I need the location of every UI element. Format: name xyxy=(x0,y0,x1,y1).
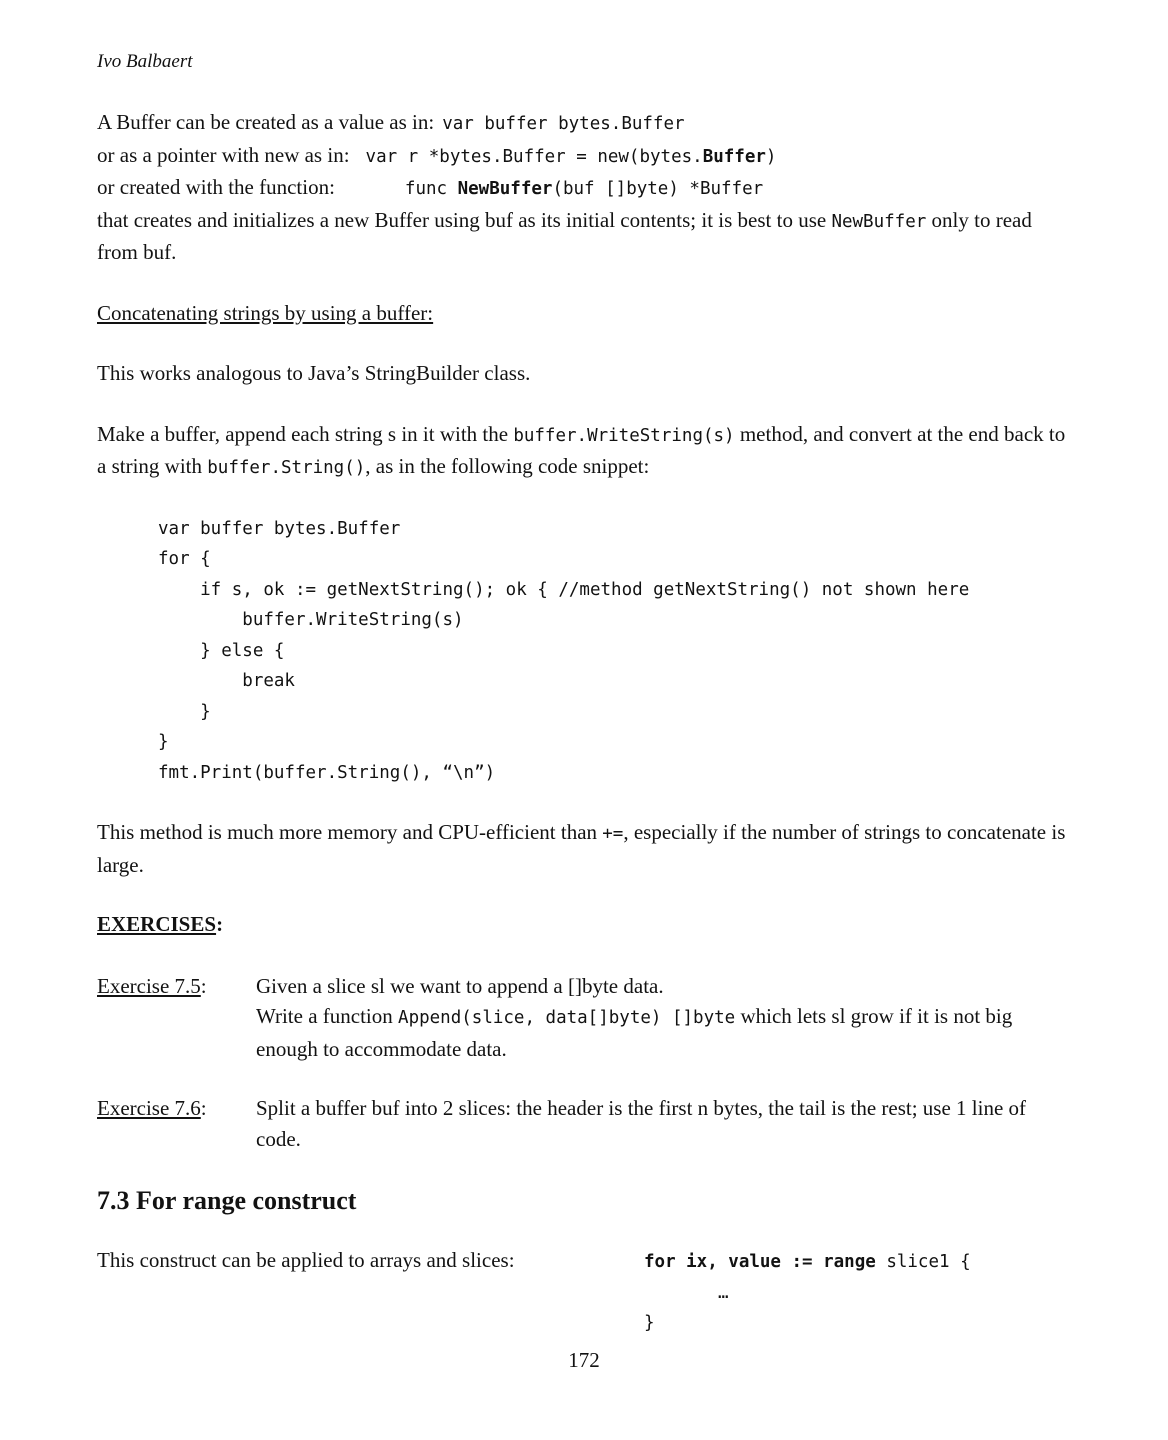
exercise-7-6-line-1: Split a buffer buf into 2 slices: the header is the first n bytes, the tail is the rest; use 1 line of code. xyxy=(256,1096,1027,1151)
range-code-rest: slice1 { xyxy=(886,1252,971,1272)
exercise-7-6-body xyxy=(256,1093,1071,1154)
exercises-heading-colon: : xyxy=(216,912,224,936)
exercise-7-5-label-colon: : xyxy=(200,973,207,998)
concat-paragraph-1: This works analogous to Java’s StringBuilder class. xyxy=(97,361,531,385)
exercise-7-5-line2-text-a: Write a function xyxy=(256,1004,399,1028)
page-header-author: Ivo Balbaert xyxy=(97,51,193,72)
exercises-heading-text: EXERCISES xyxy=(97,912,217,936)
range-code-snippet xyxy=(644,1245,971,1339)
exercise-7-5-label-text: Exercise 7.5 xyxy=(97,973,201,998)
intro-line2-code-end: ) xyxy=(765,146,777,167)
range-construct-paragraph xyxy=(97,1245,1071,1339)
code-snippet xyxy=(158,514,1071,789)
concat-paragraph-2 xyxy=(97,419,1071,484)
concat-p2-code-2: buffer.String() xyxy=(207,458,366,478)
exercise-7-5-line-1: Given a slice sl we want to append a []byte data. xyxy=(256,973,664,998)
concat-p2-text-c: , as in the following code snippet: xyxy=(365,454,650,478)
exercise-7-5-line2-code: Append(slice, data[]byte) []byte xyxy=(398,1008,736,1028)
after-code-code: += xyxy=(602,824,624,844)
intro-line3-text: or created with the function: xyxy=(97,175,335,199)
intro-line3-code-bold: NewBuffer xyxy=(457,179,553,199)
code-line: fmt.Print(buffer.String(), “\n”) xyxy=(158,762,496,783)
concat-heading xyxy=(97,298,1071,329)
intro-line2-code-bold: Buffer xyxy=(702,146,766,167)
range-code-close: } xyxy=(644,1313,655,1333)
exercise-7-6-label-text: Exercise 7.6 xyxy=(97,1096,201,1120)
intro-line-4 xyxy=(97,205,1071,268)
intro-line4-code: NewBuffer xyxy=(831,211,927,232)
code-line: } xyxy=(158,701,211,722)
intro-line-2 xyxy=(97,140,1071,173)
code-line: for { xyxy=(158,549,211,569)
intro-line-1 xyxy=(97,107,1071,140)
exercise-7-5-line2-text-b: which lets sl grow if it is not big enough to accommodate data. xyxy=(256,1004,1013,1061)
range-construct-text: This construct can be applied to arrays and slices: xyxy=(97,1248,515,1272)
intro-line2-code: var r *bytes.Buffer = new(bytes. xyxy=(365,146,703,167)
page-number: 172 xyxy=(568,1348,600,1372)
exercise-7-6-label-colon: : xyxy=(200,1096,207,1120)
concat-heading-text: Concatenating strings by using a buffer: xyxy=(97,300,434,325)
range-code-line-1 xyxy=(644,1245,971,1278)
exercise-7-5-label xyxy=(97,971,256,1065)
intro-line3-code-end: (buf []byte) *Buffer xyxy=(552,179,764,199)
code-line: buffer.WriteString(s) xyxy=(158,610,464,630)
exercises-heading xyxy=(97,909,1071,940)
range-code-ellipsis: … xyxy=(718,1282,729,1303)
code-line: } else { xyxy=(158,640,285,661)
code-line: break xyxy=(158,671,295,691)
after-code-text-a: This method is much more memory and CPU-efficient than xyxy=(97,820,603,844)
intro-line3-code: func xyxy=(404,179,458,199)
intro-line1-code: var buffer bytes.Buffer xyxy=(442,114,685,134)
after-code-paragraph xyxy=(97,817,1071,880)
exercise-7-6 xyxy=(97,1093,1071,1154)
exercise-7-6-label xyxy=(97,1093,256,1154)
intro-line4-text2: only to read from buf. xyxy=(97,207,1032,264)
intro-line4-text1: that creates and initializes a new Buffer using buf as its initial contents; it is best to use xyxy=(97,207,832,232)
intro-line2-text: or as a pointer with new as in: xyxy=(97,142,350,167)
intro-line1-text: A Buffer can be created as a value as in: xyxy=(97,110,435,134)
code-line: if s, ok := getNextString(); ok { //method getNextString() not shown here xyxy=(158,579,970,600)
intro-paragraph xyxy=(97,107,1071,268)
exercise-7-5-line-2 xyxy=(256,1001,1071,1064)
concat-p2-text-b: method, and convert at the end back to a string with xyxy=(97,421,1066,478)
concat-p2-text-a: Make a buffer, append each string s in it with the xyxy=(97,421,514,446)
after-code-text-b: , especially if the number of strings to concatenate is large. xyxy=(97,820,1066,877)
concat-p2-code-1: buffer.WriteString(s) xyxy=(513,425,735,446)
range-code-bold: for ix, value := range xyxy=(644,1252,887,1272)
code-line: } xyxy=(158,732,169,752)
code-line: var buffer bytes.Buffer xyxy=(158,518,401,539)
section-title: 7.3 For range construct xyxy=(97,1186,357,1215)
intro-line-3 xyxy=(97,172,1071,205)
exercise-7-5 xyxy=(97,971,1071,1065)
exercise-7-5-body xyxy=(256,971,1071,1065)
